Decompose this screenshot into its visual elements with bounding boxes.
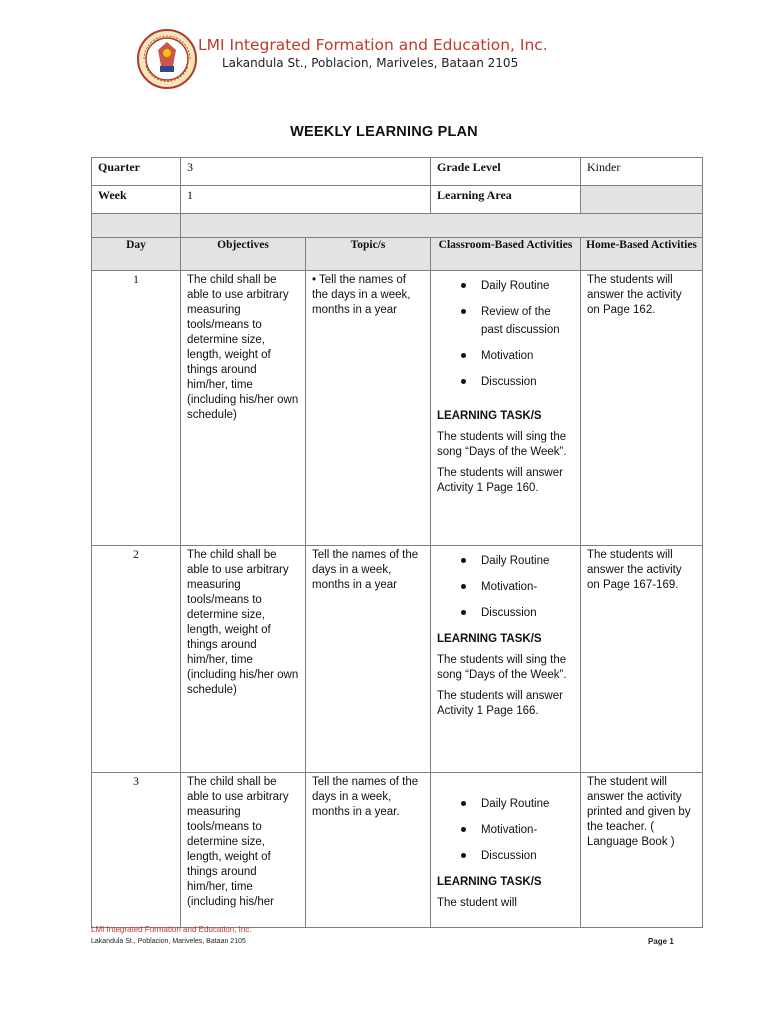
quarter-value: 3 (181, 158, 431, 186)
table-row (92, 271, 703, 546)
learning-task-heading: LEARNING TASK/S (437, 876, 542, 888)
activity-list (437, 277, 574, 391)
quarter-row (92, 158, 703, 186)
learning-task-heading: LEARNING TASK/S (437, 410, 542, 422)
bullet-icon (461, 558, 466, 563)
blank-cell (92, 214, 181, 238)
bullet-icon (461, 353, 466, 358)
bullet-icon (461, 283, 466, 288)
topic-text: Tell the names of the days in a week, months in a year. (306, 773, 431, 928)
weekly-plan-table (91, 157, 703, 928)
bullet-icon (461, 801, 466, 806)
document-title: WEEKLY LEARNING PLAN (290, 124, 478, 140)
bullet-icon (461, 379, 466, 384)
task-text: The students will sing the song “Days of the Week”. (437, 654, 567, 681)
classroom-activities (431, 271, 581, 546)
day-number: 2 (92, 546, 181, 773)
learning-task-heading: LEARNING TASK/S (437, 633, 542, 645)
task-text: The students will answer Activity 1 Page 160. (437, 467, 563, 494)
footer-address: Lakandula St., Poblacion, Mariveles, Bataan 2105 (91, 938, 246, 945)
task-text: The students will sing the song “Days of the Week”. (437, 431, 567, 458)
grade-level-value: Kinder (581, 158, 703, 186)
objective-text: The child shall be able to use arbitrary measuring tools/means to determine size, length, weight of things around him/her, time (including his/her own schedule) (181, 546, 306, 773)
topic-text: Tell the names of the days in a week, months in a year (306, 546, 431, 773)
list-item: Motivation- (437, 821, 574, 839)
task-text: The students will answer Activity 1 Page 166. (437, 690, 563, 717)
col-header-objectives: Objectives (181, 238, 306, 271)
list-item: Review of the past discussion (437, 303, 574, 339)
list-item: Discussion (437, 373, 574, 391)
column-header-row (92, 238, 703, 271)
blank-span-cell (181, 214, 703, 238)
classroom-activities (431, 546, 581, 773)
list-item: Daily Routine (437, 552, 574, 570)
page-number: Page 1 (648, 937, 674, 946)
bullet-icon (461, 584, 466, 589)
day-number: 1 (92, 271, 181, 546)
home-activity-text: The students will answer the activity on Page 167-169. (581, 546, 703, 773)
col-header-home: Home-Based Activities (581, 238, 703, 271)
list-item: Motivation- (437, 578, 574, 596)
col-header-classroom: Classroom-Based Activities (431, 238, 581, 271)
quarter-label: Quarter (92, 158, 181, 186)
school-seal-logo (136, 28, 198, 90)
task-text: The student will (437, 897, 517, 909)
col-header-topics: Topic/s (306, 238, 431, 271)
day-number: 3 (92, 773, 181, 928)
bullet-icon (461, 309, 466, 314)
grade-level-label: Grade Level (431, 158, 581, 186)
week-label: Week (92, 186, 181, 214)
topic-text: • Tell the names of the days in a week, months in a year (306, 271, 431, 546)
classroom-activities (431, 773, 581, 928)
list-item: Motivation (437, 347, 574, 365)
learning-area-label: Learning Area (431, 186, 581, 214)
home-activity-text: The students will answer the activity on Page 162. (581, 271, 703, 546)
objective-text: The child shall be able to use arbitrary measuring tools/means to determine size, length, weight of things around him/her, time (including his/her (181, 773, 306, 928)
table-row (92, 546, 703, 773)
week-value: 1 (181, 186, 431, 214)
footer-school-name: LMI Integrated Formation and Education, Inc. (91, 925, 252, 934)
week-row (92, 186, 703, 214)
activity-list (437, 552, 574, 622)
bullet-icon (461, 610, 466, 615)
bullet-icon (461, 827, 466, 832)
learning-area-value (581, 186, 703, 214)
blank-row (92, 214, 703, 238)
list-item: Daily Routine (437, 277, 574, 295)
table-row (92, 773, 703, 928)
school-address: Lakandula St., Poblacion, Mariveles, Bataan 2105 (222, 56, 519, 70)
activity-list (437, 795, 574, 865)
list-item: Daily Routine (437, 795, 574, 813)
school-name: LMI Integrated Formation and Education, Inc. (198, 36, 548, 54)
list-item: Discussion (437, 847, 574, 865)
bullet-icon (461, 853, 466, 858)
home-activity-text: The student will answer the activity printed and given by the teacher. ( Language Book ) (581, 773, 703, 928)
objective-text: The child shall be able to use arbitrary measuring tools/means to determine size, length, weight of things around him/her, time (including his/her own schedule) (181, 271, 306, 546)
list-item: Discussion (437, 604, 574, 622)
col-header-day: Day (92, 238, 181, 271)
